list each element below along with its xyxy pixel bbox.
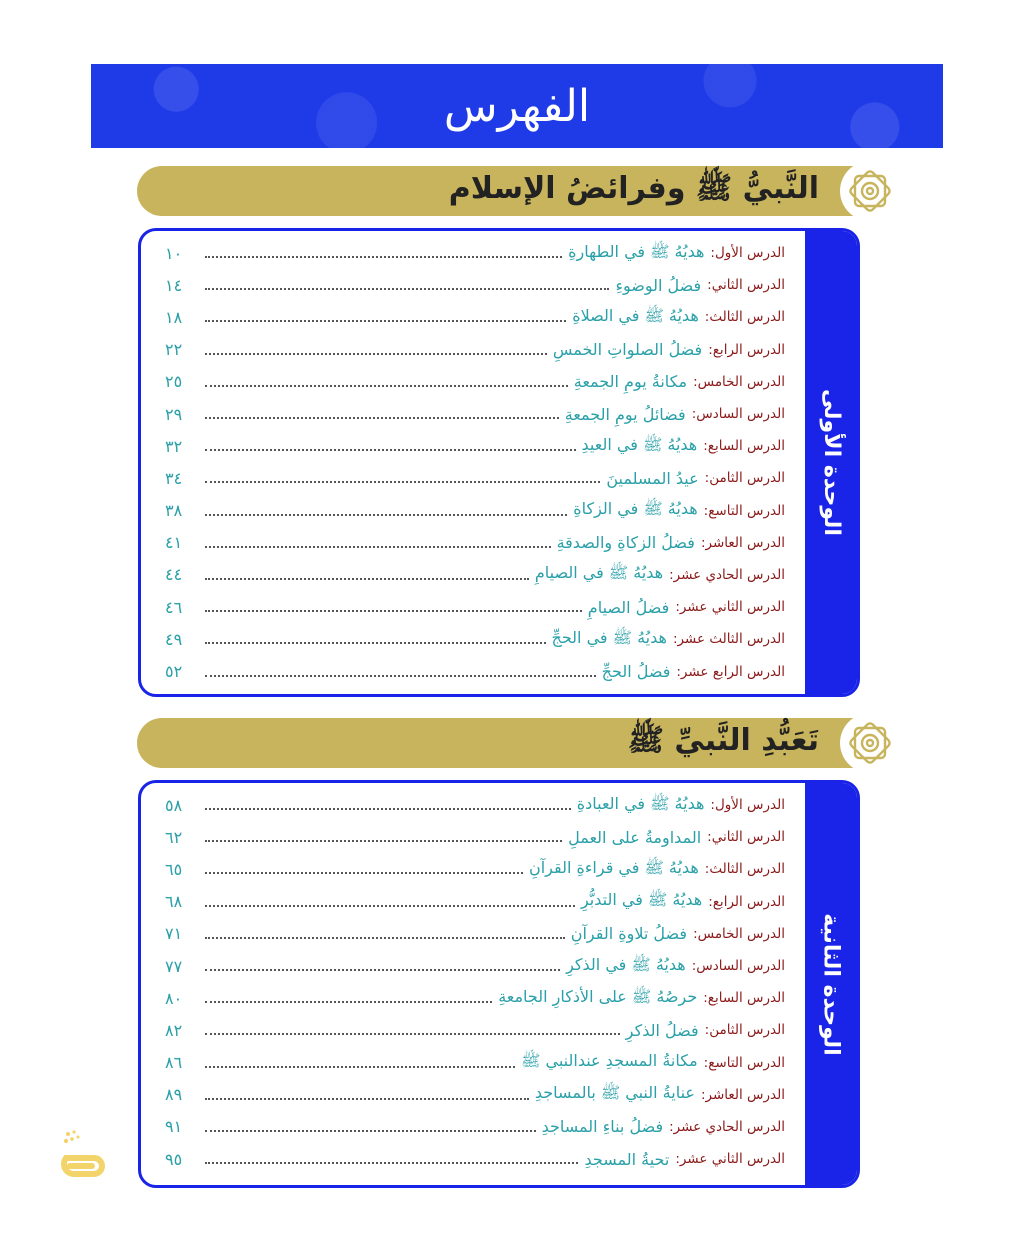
leader-dots [205,353,547,355]
page-number: ١٨ [165,307,183,327]
leader-dots [205,1033,620,1035]
page-number: ١٠ [165,243,183,263]
page-number: ١٤ [165,275,183,295]
unit-box-1 [138,228,860,697]
page-number: ٨٠ [165,988,183,1008]
leader-dots [205,449,576,451]
page-number: ٤٩ [165,629,183,649]
lesson-row[interactable]: الدرس الرابع عشر: فضلُ الحجِّ ٥٢ [165,662,785,682]
unit-box-2 [138,780,860,1188]
lesson-row[interactable]: الدرس الأول: هديُهُ ﷺ في العبادةِ ٥٨ [165,793,785,815]
leader-dots [205,872,523,874]
page-number: ٨٢ [165,1020,183,1040]
unit-banner-1 [137,164,900,218]
leader-dots [205,675,596,677]
page-number: ٥٢ [165,662,183,682]
page-number: ٢٥ [165,372,183,392]
unit-banner-bar [137,166,877,216]
lesson-row[interactable]: الدرس السادس: هديُهُ ﷺ في الذكرِ ٧٧ [165,954,785,976]
page-title: الفهرس [443,80,591,132]
page-number: ٤٤ [165,565,183,585]
leader-dots [205,905,575,907]
lesson-row[interactable]: الدرس الثاني: فضلُ الوضوءِ ١٤ [165,275,785,295]
page-number: ٣٢ [165,436,183,456]
publisher-logo-icon [60,1128,106,1184]
lesson-row[interactable]: الدرس الثالث: هديُهُ ﷺ في قراءةِ القرآنِ ٦٥ [165,857,785,879]
lesson-list [165,237,785,688]
page-number: ٦٥ [165,859,183,879]
unit-title: تَعَبُّدِ النَّبيِّ ﷺ [627,722,819,758]
leader-dots [205,1098,529,1100]
leader-dots [205,969,560,971]
page-number: ٢٢ [165,340,183,360]
unit-banner-2 [137,716,900,770]
lesson-row[interactable]: الدرس الخامس: فضلُ تلاوةِ القرآنِ ٧١ [165,924,785,944]
leader-dots [205,937,565,939]
unit-title: النَّبيُّ ﷺ وفرائضُ الإسلام [448,170,819,206]
leader-dots [205,288,609,290]
lesson-row[interactable]: الدرس الثالث: هديُهُ ﷺ في الصلاةِ ١٨ [165,305,785,327]
leader-dots [205,481,600,483]
lesson-row[interactable]: الدرس العاشر: عنايةُ النبي ﷺ بالمساجدِ ٨٩ [165,1083,785,1105]
lesson-row[interactable]: الدرس الخامس: مكانةُ يومِ الجمعةِ ٢٥ [165,372,785,392]
leader-dots [205,1001,492,1003]
leader-dots [205,514,567,516]
page-number: ٩١ [165,1117,183,1137]
lesson-row[interactable]: الدرس السابع: حرصُهُ ﷺ على الأذكارِ الجامعةِ ٨٠ [165,986,785,1008]
page-number: ٩٥ [165,1149,183,1169]
page-number: ٥٨ [165,795,183,815]
lesson-row[interactable]: الدرس السابع: هديُهُ ﷺ في العيدِ ٣٢ [165,434,785,456]
lesson-row[interactable]: الدرس الثاني عشر: تحيةُ المسجدِ ٩٥ [165,1149,785,1169]
page-number: ٤٦ [165,597,183,617]
lesson-row[interactable]: الدرس الثامن: فضلُ الذكرِ ٨٢ [165,1020,785,1040]
page-header [91,64,943,148]
page-number: ٨٩ [165,1085,183,1105]
leader-dots [205,808,571,810]
octagram-flower-icon [840,713,900,773]
leader-dots [205,610,582,612]
page-number: ٣٨ [165,501,183,521]
lesson-row[interactable]: الدرس الثاني: المداومةُ على العملِ ٦٢ [165,827,785,847]
lesson-row[interactable]: الدرس العاشر: فضلُ الزكاةِ والصدقةِ ٤١ [165,533,785,553]
leader-dots [205,1066,515,1068]
lesson-row[interactable]: الدرس الحادي عشر: فضلُ بناءِ المساجدِ ٩١ [165,1117,785,1137]
page-number: ٤١ [165,533,183,553]
leader-dots [205,1162,578,1164]
lesson-row[interactable]: الدرس الثالث عشر: هديُهُ ﷺ في الحجِّ ٤٩ [165,627,785,649]
leader-dots [205,1130,536,1132]
lesson-row[interactable]: الدرس الرابع: فضلُ الصلواتِ الخمسِ ٢٢ [165,340,785,360]
leader-dots [205,385,568,387]
lesson-row[interactable]: الدرس الثامن: عيدُ المسلمينَ ٣٤ [165,468,785,488]
lesson-row[interactable]: الدرس الثاني عشر: فضلُ الصيامِ ٤٦ [165,597,785,617]
lesson-row[interactable]: الدرس السادس: فضائلُ يومِ الجمعةِ ٢٩ [165,404,785,424]
leader-dots [205,642,546,644]
page-number: ٧٧ [165,956,183,976]
lesson-list [165,789,785,1175]
leader-dots [205,546,551,548]
page-number: ٦٨ [165,892,183,912]
octagram-flower-icon [840,161,900,221]
lesson-row[interactable]: الدرس التاسع: مكانةُ المسجدِ عندالنبي ﷺ ٨٦ [165,1051,785,1073]
page-number: ٦٢ [165,827,183,847]
unit-side-label: الوحدة الثانية [805,783,857,1185]
page-number: ٢٩ [165,404,183,424]
leader-dots [205,840,562,842]
page-number: ٨٦ [165,1053,183,1073]
page-number: ٣٤ [165,468,183,488]
lesson-row[interactable]: الدرس الرابع: هديُهُ ﷺ في التدبُّرِ ٦٨ [165,890,785,912]
leader-dots [205,320,566,322]
lesson-row[interactable]: الدرس التاسع: هديُهُ ﷺ في الزكاةِ ٣٨ [165,499,785,521]
leader-dots [205,417,559,419]
lesson-row[interactable]: الدرس الأول: هديُهُ ﷺ في الطهارةِ ١٠ [165,241,785,263]
leader-dots [205,578,529,580]
lesson-row[interactable]: الدرس الحادي عشر: هديُهُ ﷺ في الصيامِ ٤٤ [165,563,785,585]
leader-dots [205,256,562,258]
unit-banner-bar [137,718,877,768]
page-number: ٧١ [165,924,183,944]
unit-side-label: الوحدة الأولى [805,231,857,694]
